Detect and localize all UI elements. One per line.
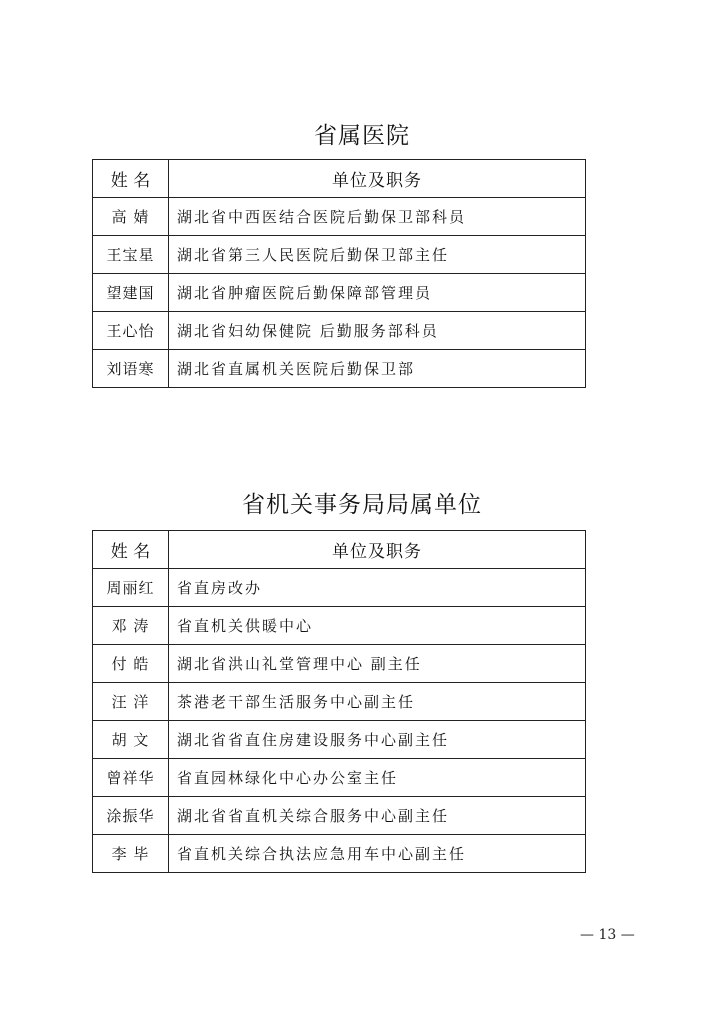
page-number: — 13 — bbox=[580, 927, 635, 943]
person-name: 周丽红 bbox=[93, 569, 169, 607]
table-row bbox=[93, 797, 586, 835]
provincial-hospitals-table bbox=[92, 159, 586, 388]
person-name: 王心怡 bbox=[93, 312, 169, 350]
person-name: 付 皓 bbox=[93, 645, 169, 683]
person-position: 湖北省省直住房建设服务中心副主任 bbox=[169, 721, 586, 759]
table-row bbox=[93, 721, 586, 759]
person-position: 省直机关供暖中心 bbox=[169, 607, 586, 645]
affairs-bureau-units-table bbox=[92, 530, 586, 873]
name-column-header: 姓 名 bbox=[93, 160, 169, 198]
table-row bbox=[93, 236, 586, 274]
person-name: 汪 洋 bbox=[93, 683, 169, 721]
person-name: 王宝星 bbox=[93, 236, 169, 274]
person-position: 湖北省肿瘤医院后勤保障部管理员 bbox=[169, 274, 586, 312]
person-name: 曾祥华 bbox=[93, 759, 169, 797]
name-column-header: 姓 名 bbox=[93, 531, 169, 569]
table-row bbox=[93, 759, 586, 797]
person-position: 湖北省直属机关医院后勤保卫部 bbox=[169, 350, 586, 388]
table-row bbox=[93, 835, 586, 873]
person-name: 邓 涛 bbox=[93, 607, 169, 645]
position-column-header: 单位及职务 bbox=[169, 531, 586, 569]
person-name: 刘语寒 bbox=[93, 350, 169, 388]
person-name: 胡 文 bbox=[93, 721, 169, 759]
person-name: 涂振华 bbox=[93, 797, 169, 835]
table-row bbox=[93, 274, 586, 312]
position-column-header: 单位及职务 bbox=[169, 160, 586, 198]
person-position: 省直房改办 bbox=[169, 569, 586, 607]
person-position: 湖北省中西医结合医院后勤保卫部科员 bbox=[169, 198, 586, 236]
person-name: 高 婧 bbox=[93, 198, 169, 236]
person-position: 湖北省第三人民医院后勤保卫部主任 bbox=[169, 236, 586, 274]
section-title-provincial-hospitals: 省属医院 bbox=[314, 123, 410, 149]
table-row bbox=[93, 350, 586, 388]
table-row bbox=[93, 645, 586, 683]
table-row bbox=[93, 683, 586, 721]
table-row bbox=[93, 312, 586, 350]
table-row bbox=[93, 569, 586, 607]
person-position: 省直机关综合执法应急用车中心副主任 bbox=[169, 835, 586, 873]
person-position: 湖北省妇幼保健院 后勤服务部科员 bbox=[169, 312, 586, 350]
person-position: 省直园林绿化中心办公室主任 bbox=[169, 759, 586, 797]
table-header-row bbox=[93, 531, 586, 569]
table-row bbox=[93, 198, 586, 236]
person-name: 李 毕 bbox=[93, 835, 169, 873]
person-position: 湖北省省直机关综合服务中心副主任 bbox=[169, 797, 586, 835]
table-header-row bbox=[93, 160, 586, 198]
person-position: 茶港老干部生活服务中心副主任 bbox=[169, 683, 586, 721]
section-title-affairs-bureau-units: 省机关事务局局属单位 bbox=[242, 492, 482, 518]
table-row bbox=[93, 607, 586, 645]
person-name: 望建国 bbox=[93, 274, 169, 312]
person-position: 湖北省洪山礼堂管理中心 副主任 bbox=[169, 645, 586, 683]
